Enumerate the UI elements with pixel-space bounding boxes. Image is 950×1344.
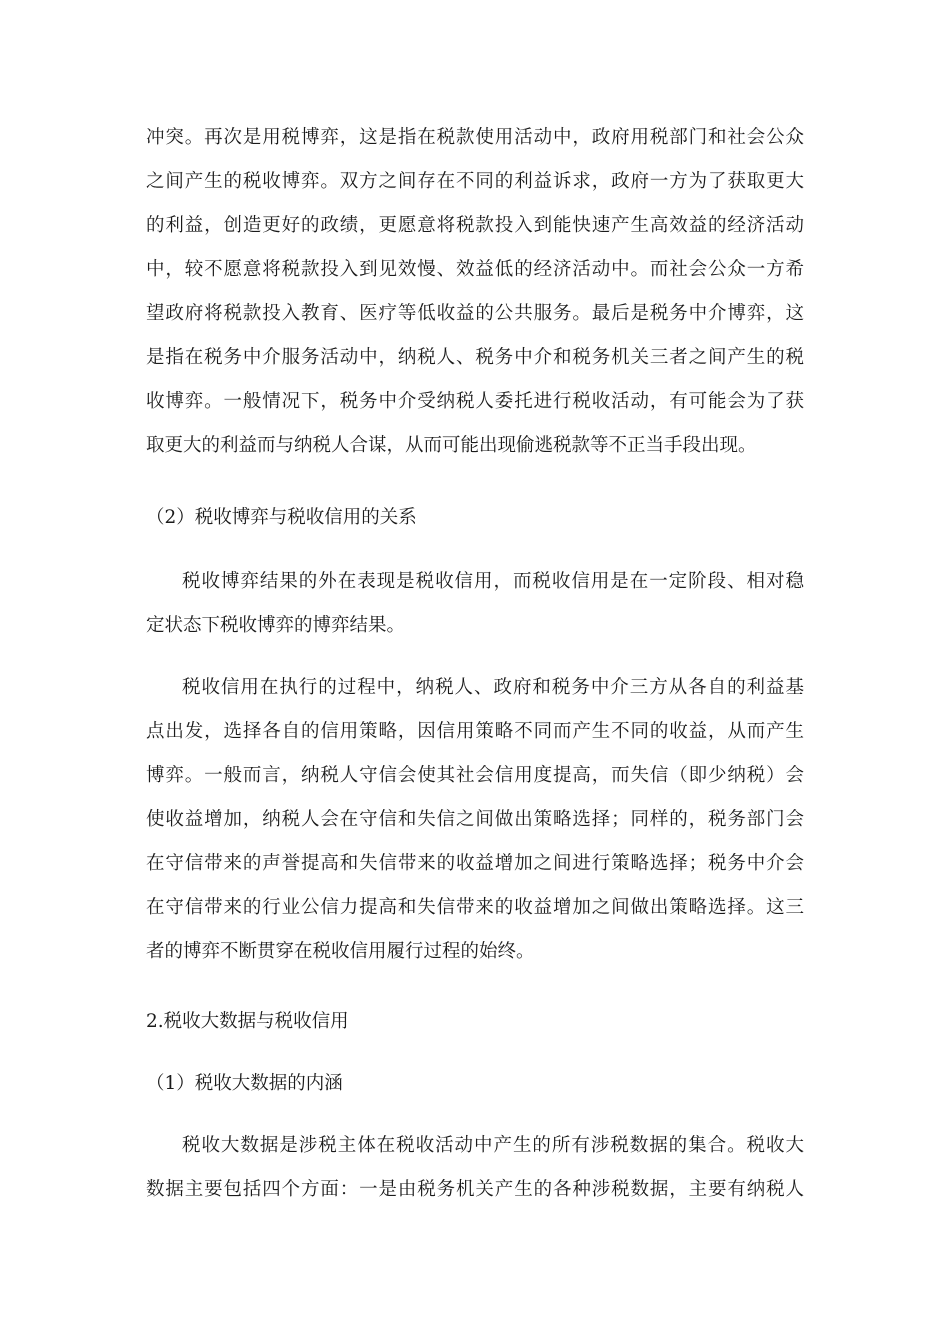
- text-line: [0, 254, 950, 286]
- text-line-content: 在守信带来的声誉提高和失信带来的收益增加之间进行策略选择；税务中介会: [146, 853, 805, 874]
- section-heading: [0, 1006, 950, 1038]
- text-line: [0, 210, 950, 242]
- text-line: [0, 430, 950, 462]
- text-line-content: 中，较不愿意将税款投入到见效慢、效益低的经济活动中。而社会公众一方希: [146, 259, 805, 280]
- text-line: [0, 342, 950, 374]
- text-line: [0, 566, 950, 598]
- text-line-content: 在守信带来的行业公信力提高和失信带来的收益增加之间做出策略选择。这三: [146, 897, 805, 918]
- text-line-content: 博弈。一般而言，纳税人守信会使其社会信用度提高，而失信（即少纳税）会: [146, 765, 805, 786]
- text-line-content: 的利益，创造更好的政绩，更愿意将税款投入到能快速产生高效益的经济活动: [146, 215, 805, 236]
- text-line: [0, 892, 950, 924]
- text-line-content: 是指在税务中介服务活动中，纳税人、税务中介和税务机关三者之间产生的税: [146, 347, 805, 368]
- text-line: [0, 166, 950, 198]
- text-line: [0, 672, 950, 704]
- text-line-content: 望政府将税款投入教育、医疗等低收益的公共服务。最后是税务中介博弈，这: [146, 303, 805, 324]
- section-heading: [0, 1068, 950, 1100]
- text-line: [0, 386, 950, 418]
- text-line-content: 取更大的利益而与纳税人合谋，从而可能出现偷逃税款等不正当手段出现。: [146, 435, 757, 456]
- text-line-content: 使收益增加，纳税人会在守信和失信之间做出策略选择；同样的，税务部门会: [146, 809, 805, 830]
- text-line: [0, 804, 950, 836]
- text-line: [0, 848, 950, 880]
- text-line: [0, 122, 950, 154]
- text-line: [0, 1174, 950, 1206]
- text-line: [0, 936, 950, 968]
- section-heading: [0, 502, 950, 534]
- text-line: [0, 716, 950, 748]
- text-line-content: 者的博弈不断贯穿在税收信用履行过程的始终。: [146, 941, 535, 962]
- text-line: [0, 1130, 950, 1162]
- section-heading-text: 2.税收大数据与税收信用: [146, 1011, 349, 1032]
- text-line: [0, 760, 950, 792]
- text-line-content: 定状态下税收博弈的博弈结果。: [146, 615, 406, 636]
- text-line-content: 点出发，选择各自的信用策略，因信用策略不同而产生不同的收益，从而产生: [146, 721, 805, 742]
- text-line: [0, 610, 950, 642]
- text-line-content: 之间产生的税收博弈。双方之间存在不同的利益诉求，政府一方为了获取更大: [146, 171, 805, 192]
- section-heading-text: （2）税收博弈与税收信用的关系: [146, 507, 417, 528]
- text-line-content: 收博弈。一般情况下，税务中介受纳税人委托进行税收活动，有可能会为了获: [146, 391, 805, 412]
- text-line-content: 数据主要包括四个方面：一是由税务机关产生的各种涉税数据，主要有纳税人: [146, 1179, 805, 1200]
- text-line-content: 税收博弈结果的外在表现是税收信用，而税收信用是在一定阶段、相对稳: [182, 571, 805, 592]
- text-line-content: 税收大数据是涉税主体在税收活动中产生的所有涉税数据的集合。税收大: [182, 1135, 805, 1156]
- text-line: [0, 298, 950, 330]
- text-line-content: 冲突。再次是用税博弈，这是指在税款使用活动中，政府用税部门和社会公众: [146, 127, 805, 148]
- text-line-content: 税收信用在执行的过程中，纳税人、政府和税务中介三方从各自的利益基: [182, 677, 805, 698]
- section-heading-text: （1）税收大数据的内涵: [146, 1073, 343, 1094]
